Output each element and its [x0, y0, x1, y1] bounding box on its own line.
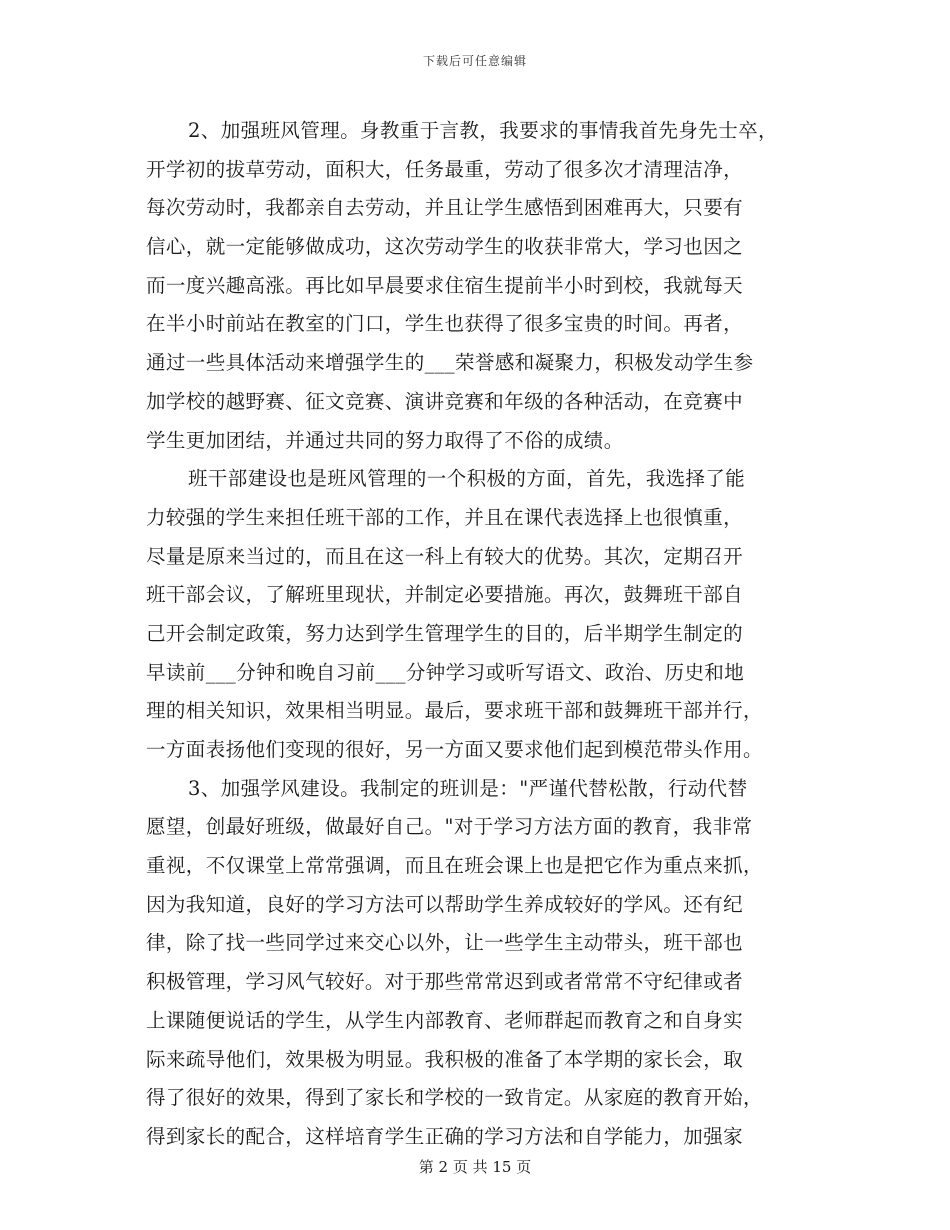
- paragraph-line: 早读前___分钟和晚自习前___分钟学习或听写语文、政治、历史和地: [146, 660, 745, 684]
- paragraph-line: 信心，就一定能够做成功，这次劳动学生的收获非常大，学习也因之: [146, 235, 744, 259]
- paragraph-line: 而一度兴趣高涨。再比如早晨要求住宿生提前半小时到校，我就每天: [146, 273, 744, 297]
- paragraph-line: 得了很好的效果，得到了家长和学校的一致肯定。从家庭的教育开始，: [146, 1086, 763, 1110]
- page-header: 下载后可任意编辑: [422, 54, 527, 68]
- paragraph-line: 通过一些具体活动来增强学生的___荣誉感和凝聚力，积极发动学生参: [146, 351, 754, 375]
- paragraph-line: 重视，不仅课堂上常常强调，而且在班会课上也是把它作为重点来抓，: [146, 854, 763, 878]
- paragraph-line: 力较强的学生来担任班干部的工作，并且在课代表选择上也很慎重，: [146, 505, 744, 529]
- paragraph-line: 际来疏导他们，效果极为明显。我积极的准备了本学期的家长会，取: [146, 1047, 744, 1071]
- paragraph-line: 在半小时前站在教室的门口，学生也获得了很多宝贵的时间。再者，: [146, 312, 744, 336]
- paragraph-line: 因为我知道，良好的学习方法可以帮助学生养成较好的学风。还有纪: [146, 892, 744, 916]
- paragraph-line: 律，除了找一些同学过来交心以外，让一些学生主动带头，班干部也: [146, 931, 744, 955]
- paragraph-line: 己开会制定政策，努力达到学生管理学生的目的，后半期学生制定的: [146, 621, 744, 645]
- paragraph-line: 愿望，创最好班级，做最好自己。"对于学习方法方面的教育，我非常: [146, 815, 753, 839]
- paragraph-line: 积极管理，学习风气较好。对于那些常常迟到或者常常不守纪律或者: [146, 970, 744, 994]
- paragraph-line: 理的相关知识，效果相当明显。最后，要求班干部和鼓舞班干部并行，: [146, 699, 763, 723]
- paragraph-line: 尽量是原来当过的，而且在这一科上有较大的优势。其次，定期召开: [146, 544, 744, 568]
- page-number: 第 2 页 共 15 页: [418, 1158, 532, 1176]
- paragraph-line: 3、加强学风建设。我制定的班训是："严谨代替松散，行动代替: [188, 776, 748, 800]
- paragraph-line: 学生更加团结，并通过共同的努力取得了不俗的成绩。: [146, 428, 624, 452]
- paragraph-line: 班干部会议，了解班里现状，并制定必要措施。再次，鼓舞班干部自: [146, 583, 744, 607]
- paragraph-line: 加学校的越野赛、征文竞赛、演讲竞赛和年级的各种活动，在竞赛中: [146, 389, 744, 413]
- document-body: [146, 112, 814, 1157]
- paragraph-line: 一方面表扬他们变现的很好，另一方面又要求他们起到模范带头作用。: [146, 738, 763, 761]
- paragraph-line: 开学初的拔草劳动，面积大，任务最重，劳动了很多次才清理洁净，: [146, 157, 744, 181]
- paragraph-line: 得到家长的配合，这样培育学生正确的学习方法和自学能力，加强家: [146, 1124, 744, 1148]
- paragraph-line: 2、加强班风管理。身教重于言教，我要求的事情我首先身先士卒，: [188, 119, 778, 142]
- paragraph-line: 每次劳动时，我都亲自去劳动，并且让学生感悟到困难再大，只要有: [146, 196, 744, 220]
- paragraph-line: 班干部建设也是班风管理的一个积极的方面，首先，我选择了能: [188, 467, 746, 491]
- paragraph-line: 上课随便说话的学生，从学生内部教育、老师群起而教育之和自身实: [146, 1008, 744, 1032]
